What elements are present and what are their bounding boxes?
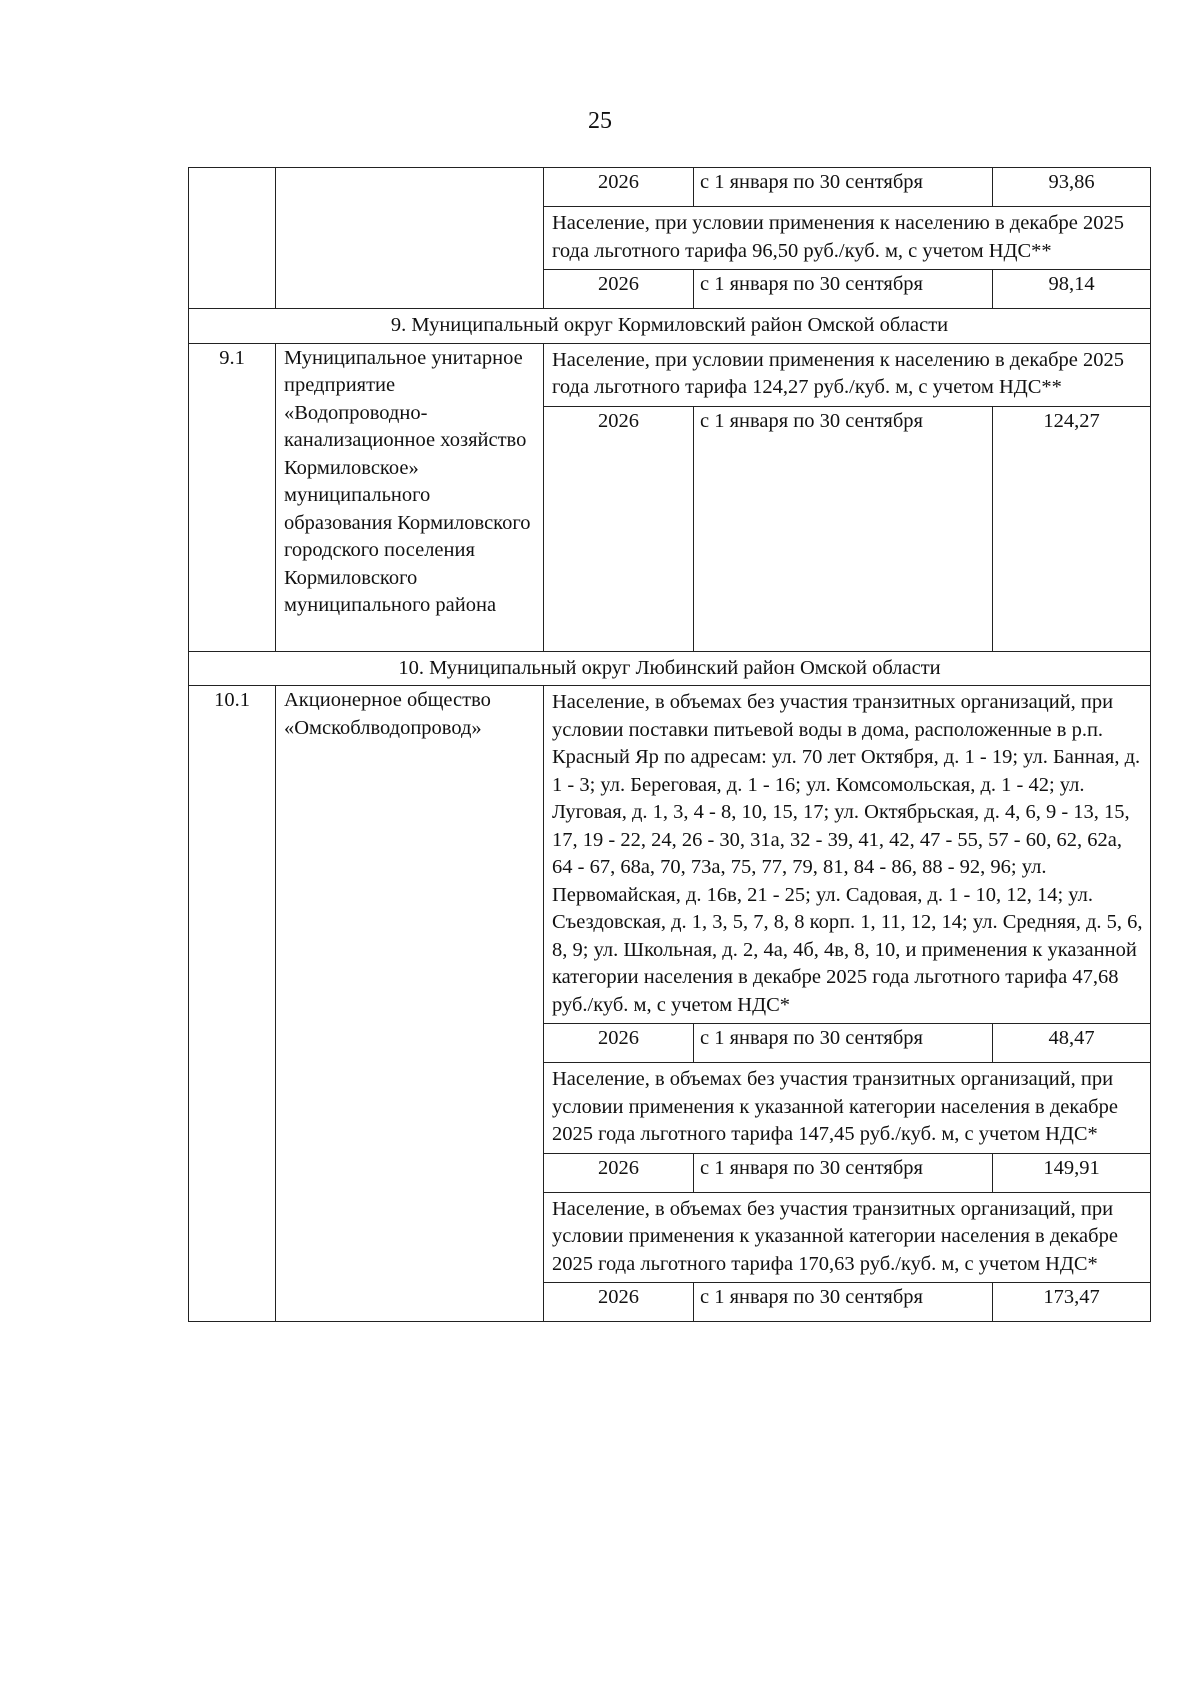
period-cell: с 1 января по 30 сентября	[694, 168, 993, 207]
condition-cell: Население, в объемах без участия транзитных организаций, при условии применения к указанной категории населения в декабре 2025 года льготного тарифа 147,45 руб./куб. м, с учетом НДС*	[544, 1063, 1151, 1154]
year-cell: 2026	[544, 1153, 694, 1192]
year-cell: 2026	[544, 1024, 694, 1063]
section-header-row	[189, 651, 1151, 686]
period-cell: с 1 января по 30 сентября	[694, 1024, 993, 1063]
page-number: 25	[588, 108, 612, 134]
year-cell: 2026	[544, 270, 694, 309]
tariff-value-cell: 149,91	[993, 1153, 1151, 1192]
condition-cell: Население, в объемах без участия транзитных организаций, при условии поставки питьевой воды в дома, расположенные в р.п. Красный Яр по адресам: ул. 70 лет Октября, д. 1 - 19; ул. Банная, д. 1 - 3; ул. Береговая, д. 1 - 16; ул. Комсомольская, д. 1 - 42; ул. Луговая, д. 1, 3, 4 - 8, 10, 15, 17; ул. Октябрьская, д. 4, 6, 9 - 13, 15, 17, 19 - 22, 24, 26 - 30, 31а, 32 - 39, 41, 42, 47 - 55, 57 - 60, 62, 62а, 64 - 67, 68а, 70, 73а, 75, 77, 79, 81, 84 - 86, 88 - 92, 96; ул. Первомайская, д. 16в, 21 - 25; ул. Садовая, д. 1 - 10, 12, 14; ул. Съездовская, д. 1, 3, 5, 7, 8, 8 корп. 1, 11, 12, 14; ул. Средняя, д. 5, 6, 8, 9; ул. Школьная, д. 2, 4а, 4б, 4в, 8, 10, и применения к указанной категории населения в декабре 2025 года льготного тарифа 47,68 руб./куб. м, с учетом НДС*	[544, 686, 1151, 1024]
section-header-row	[189, 309, 1151, 344]
tariff-value-cell: 124,27	[993, 406, 1151, 651]
table-row	[189, 686, 1151, 1024]
entry-number-cell	[189, 168, 276, 309]
organization-cell: Муниципальное унитарное предприятие «Водопроводно-канализационное хозяйство Кормиловское» муниципального образования Кормиловского городского поселения Кормиловского муниципального района	[276, 343, 544, 651]
period-cell: с 1 января по 30 сентября	[694, 406, 993, 651]
period-cell: с 1 января по 30 сентября	[694, 270, 993, 309]
condition-cell: Население, при условии применения к населению в декабре 2025 года льготного тарифа 96,50 руб./куб. м, с учетом НДС**	[544, 207, 1151, 270]
tariff-value-cell: 48,47	[993, 1024, 1151, 1063]
table-row	[189, 343, 1151, 406]
entry-number-cell: 9.1	[189, 343, 276, 651]
tariff-value-cell: 93,86	[993, 168, 1151, 207]
entry-number-cell: 10.1	[189, 686, 276, 1322]
organization-cell: Акционерное общество «Омскоблводопровод»	[276, 686, 544, 1322]
section-title: 10. Муниципальный округ Любинский район Омской области	[189, 651, 1151, 686]
period-cell: с 1 января по 30 сентября	[694, 1283, 993, 1322]
condition-cell: Население, в объемах без участия транзитных организаций, при условии применения к указанной категории населения в декабре 2025 года льготного тарифа 170,63 руб./куб. м, с учетом НДС*	[544, 1192, 1151, 1283]
year-cell: 2026	[544, 168, 694, 207]
organization-cell	[276, 168, 544, 309]
table-row	[189, 168, 1151, 207]
year-cell: 2026	[544, 1283, 694, 1322]
condition-cell: Население, при условии применения к населению в декабре 2025 года льготного тарифа 124,27 руб./куб. м, с учетом НДС**	[544, 343, 1151, 406]
section-title: 9. Муниципальный округ Кормиловский район Омской области	[189, 309, 1151, 344]
year-cell: 2026	[544, 406, 694, 651]
tariff-value-cell: 98,14	[993, 270, 1151, 309]
tariff-table	[188, 167, 1151, 1322]
period-cell: с 1 января по 30 сентября	[694, 1153, 993, 1192]
tariff-value-cell: 173,47	[993, 1283, 1151, 1322]
